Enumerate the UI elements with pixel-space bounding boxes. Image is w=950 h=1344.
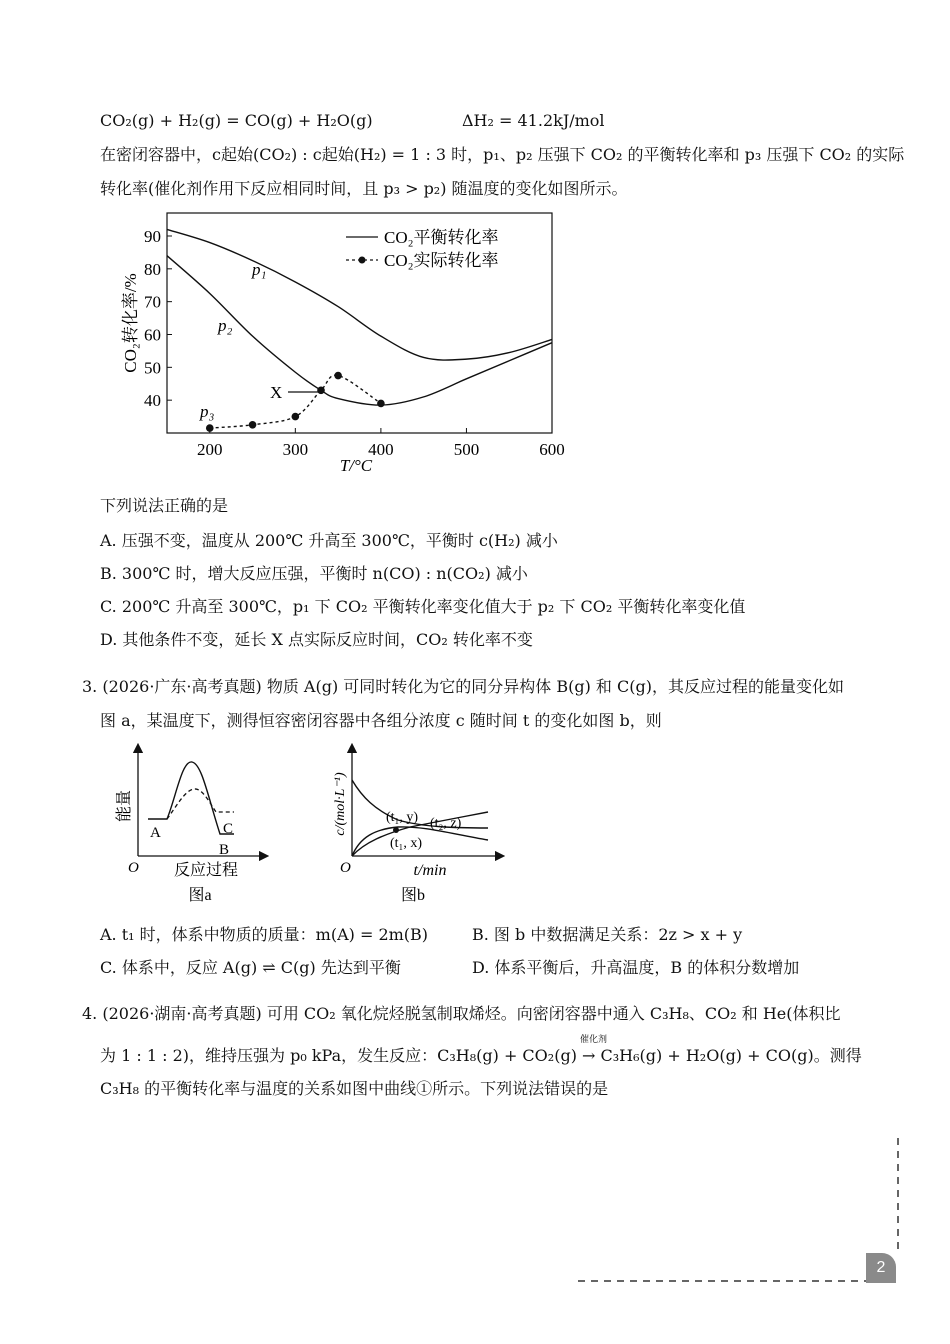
data-point (317, 387, 325, 395)
x-axis-label: T/°C (339, 456, 373, 475)
energy-diagram (110, 742, 280, 907)
x-tick-label: 200 (197, 440, 223, 459)
data-point (206, 424, 214, 432)
energy-y-label: 能量 (116, 789, 133, 823)
y-tick-label: 60 (144, 325, 161, 345)
fig-b-caption: 图b (400, 887, 426, 904)
legend-actual: CO₂实际转化率 (384, 251, 499, 270)
q2-option-a: A. 压强不变，温度从 200℃ 升高至 300℃，平衡时 c(H₂) 减小 (100, 531, 558, 550)
label-p1: p₁ (252, 260, 267, 279)
label-x-point: X (270, 383, 283, 402)
data-point (334, 372, 342, 380)
x-tick-label: 300 (282, 440, 309, 459)
fig-a-caption: 图a (188, 887, 212, 904)
q4-text-line-3: C₃H₈ 的平衡转化率与温度的关系如图中曲线①所示。下列说法错误的是 (100, 1079, 609, 1098)
q2-intro-line-2: 转化率(催化剂作用下反应相同时间，且 p₃ > p₂) 随温度的变化如图所示。 (100, 179, 628, 198)
legend-dot (359, 257, 366, 264)
q2-option-b: B. 300℃ 时，增大反应压强，平衡时 n(CO) : n(CO₂) 减小 (100, 564, 528, 583)
conc-curve-a (352, 780, 488, 828)
data-point (377, 400, 385, 408)
q3-option-d: D. 体系平衡后，升高温度，B 的体积分数增加 (472, 958, 800, 977)
x-tick-label: 600 (539, 440, 565, 459)
q3-option-b: B. 图 b 中数据满足关系：2z > x + y (472, 925, 743, 944)
series-line-1 (167, 229, 552, 360)
label-a: A (150, 825, 161, 841)
energy-path-c (167, 789, 234, 819)
annot-t1-y: (t₁, y) (386, 810, 419, 825)
label-p2: p₂ (218, 316, 233, 335)
q3-text-line-1: 3. (2026·广东·高考真题) 物质 A(g) 可同时转化为它的同分异构体 B(g) 和 C(g)，其反应过程的能量变化如 (82, 677, 844, 696)
q3-option-a: A. t₁ 时，体系中物质的质量：m(A) = 2m(B) (100, 925, 429, 944)
conc-x-label: t/min (413, 862, 447, 879)
label-p3: p₃ (200, 402, 215, 421)
concentration-diagram (330, 742, 510, 907)
energy-path-b (148, 762, 234, 834)
x-tick-label: 500 (453, 440, 480, 459)
q4-text-line-1: 4. (2026·湖南·高考真题) 可用 CO₂ 氧化烷烃脱氢制取烯烃。向密闭容器中通入 C₃H₈、CO₂ 和 He(体积比 (82, 1004, 841, 1023)
energy-x-label: 反应过程 (173, 862, 239, 879)
y-tick-label: 50 (144, 358, 161, 378)
origin-b: O (340, 860, 351, 876)
q2-option-c: C. 200℃ 升高至 300℃，p₁ 下 CO₂ 平衡转化率变化值大于 p₂ 下 CO₂ 平衡转化率变化值 (100, 597, 746, 616)
q3-option-c: C. 体系中，反应 A(g) ⇌ C(g) 先达到平衡 (100, 958, 401, 977)
q4-text-line-2: 为 1 : 1 : 2)，维持压强为 p₀ kPa，发生反应：C₃H₈(g) + CO₂(g) → C₃H₆(g) + H₂O(g) + CO(g)。测得 (100, 1046, 862, 1065)
x-tick-label: 400 (368, 440, 394, 459)
page-number: 2 (866, 1253, 896, 1283)
y-tick-label: 90 (144, 226, 161, 246)
y-axis-label: CO₂转化率/% (121, 273, 140, 373)
annot-t1-x: (t₁, x) (390, 836, 423, 851)
annot-t2-z: (t₂, z) (430, 816, 462, 831)
conc-y-label: c/(mol·L⁻¹) (333, 772, 348, 836)
q3-text-line-2: 图 a，某温度下，测得恒容密闭容器中各组分浓度 c 随时间 t 的变化如图 b，则 (100, 711, 662, 730)
label-b: B (219, 842, 230, 858)
data-point (249, 421, 257, 429)
label-c: C (223, 821, 234, 837)
q4-catalyst-label: 催化剂 (580, 1035, 608, 1045)
y-tick-label: 70 (144, 292, 161, 312)
reaction-equation: CO₂(g) + H₂(g) = CO(g) + H₂O(g) (100, 111, 373, 130)
legend-equilibrium: CO₂平衡转化率 (384, 228, 499, 247)
point-t1-y (393, 827, 399, 833)
y-tick-label: 40 (144, 391, 161, 411)
delta-h: ΔH₂ = 41.2kJ/mol (462, 111, 605, 130)
q2-intro-line-1: 在密闭容器中，c起始(CO₂) : c起始(H₂) = 1 : 3 时，p₁、p₂ 压强下 CO₂ 的平衡转化率和 p₃ 压强下 CO₂ 的实际 (100, 145, 905, 164)
origin-a: O (128, 860, 139, 876)
y-tick-label: 80 (144, 259, 161, 279)
data-point (292, 413, 300, 421)
q2-option-d: D. 其他条件不变，延长 X 点实际反应时间，CO₂ 转化率不变 (100, 630, 533, 649)
conversion-chart (110, 205, 580, 475)
q2-prompt: 下列说法正确的是 (100, 496, 229, 515)
